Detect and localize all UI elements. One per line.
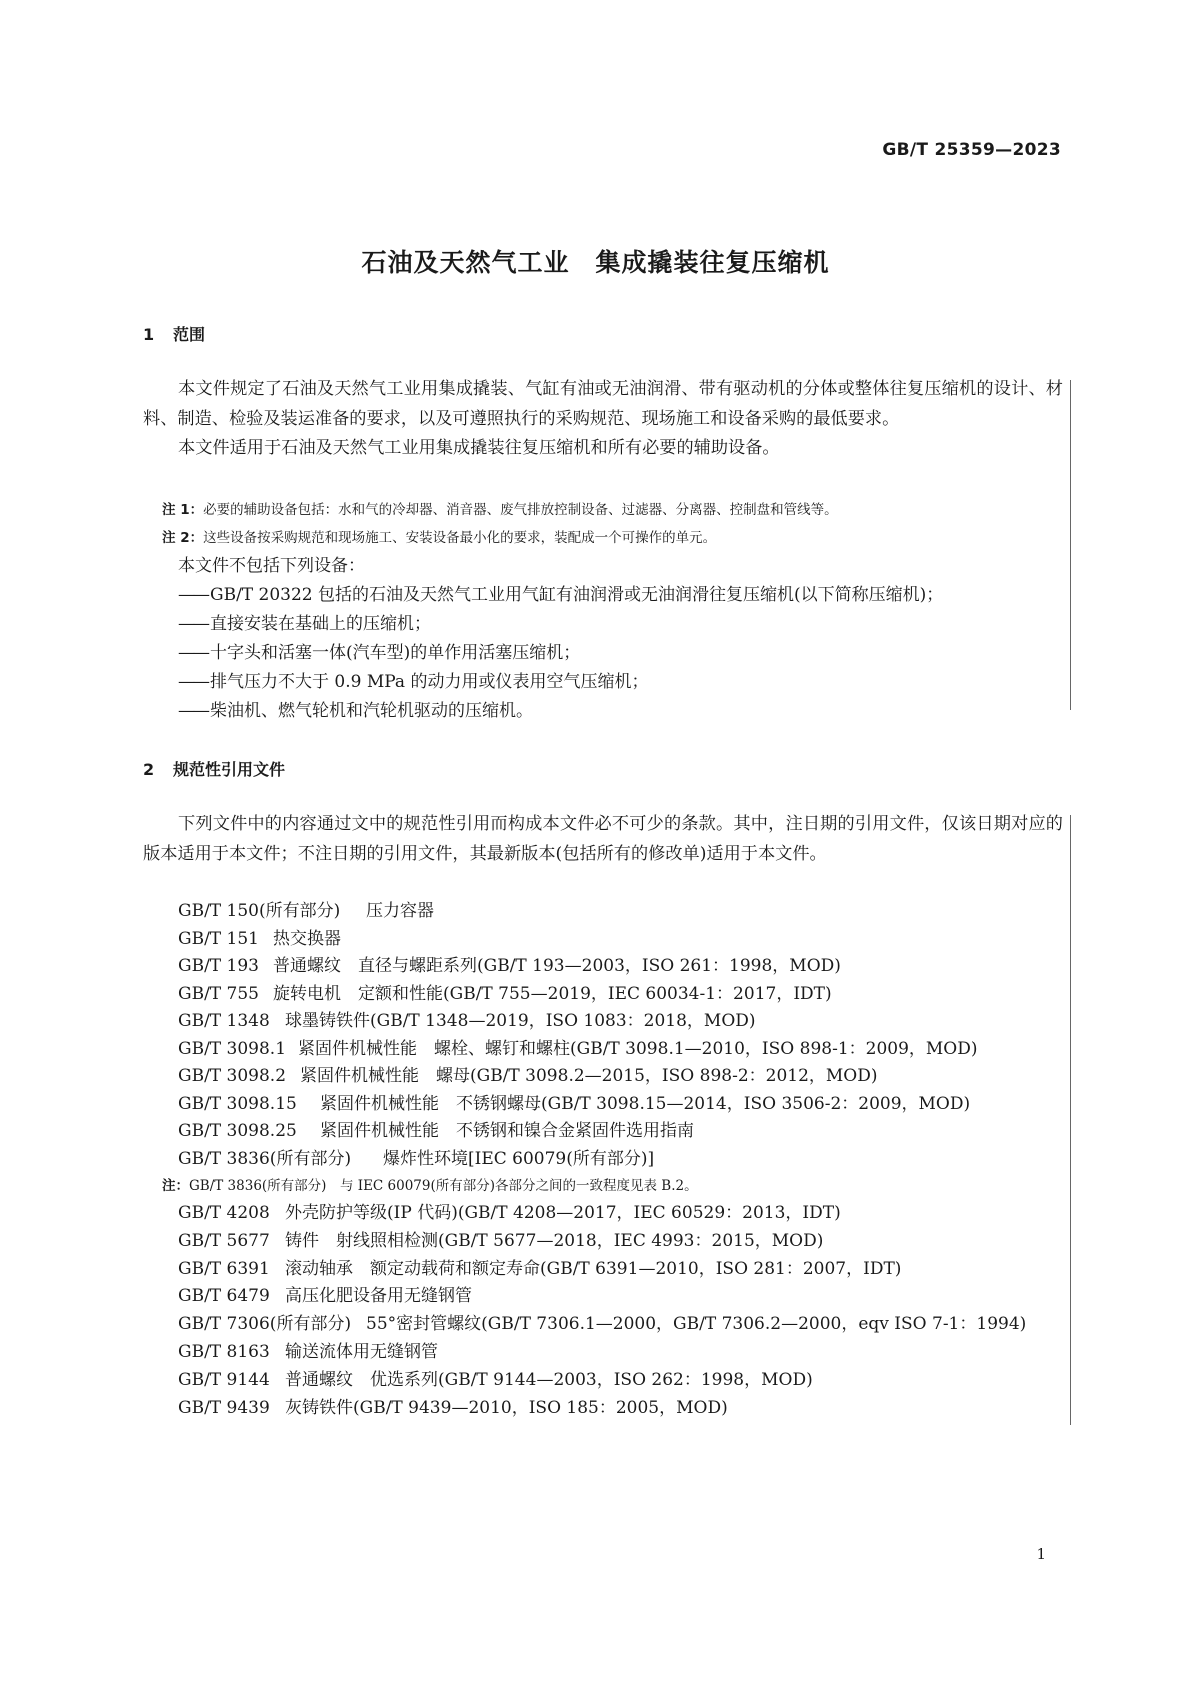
reference-title: 输送流体用无缝钢管 [285,1342,438,1362]
reference-entry [178,979,832,1004]
reference-code: GB/T 5677 [178,1230,270,1251]
reference-entry [178,1034,978,1059]
reference-entry [178,1393,728,1418]
reference-title: 普通螺纹 直径与螺距系列(GB/T 193—2003，ISO 261：1998，MOD) [273,956,841,976]
reference-title: 旋转电机 定额和性能(GB/T 755—2019，IEC 60034-1：2017，IDT) [273,983,832,1004]
document-title: 石油及天然气工业 集成撬装往复压缩机 [361,248,830,277]
section-number: 2 [143,760,155,779]
reference-title: 热交换器 [273,928,341,949]
reference-code: GB/T 6479 [178,1286,270,1307]
note-1 [162,498,1087,518]
scope-paragraph [143,375,1063,464]
reference-title: 球墨铸铁件(GB/T 1348—2019，ISO 1083：2018，MOD) [285,1011,756,1031]
reference-entry [178,1337,438,1362]
reference-title: 滚动轴承 额定动载荷和额定寿命(GB/T 6391—2010，ISO 281：2007，IDT) [285,1258,902,1279]
reference-entry [178,1254,901,1279]
reference-code: GB/T 151 [178,928,259,949]
reference-title: 紧固件机械性能 不锈钢螺母(GB/T 3098.15—2014，ISO 3506-2：2009，MOD) [320,1093,971,1114]
exclusion-intro: 本文件不包括下列设备： [178,556,365,576]
reference-code: GB/T 3098.25 [178,1121,297,1141]
reference-entry [178,951,841,976]
reference-title: 紧固件机械性能 不锈钢和镍合金紧固件选用指南 [320,1121,694,1141]
exclusion-item: —— 十字头和活塞一体(汽车型)的单作用活塞压缩机； [178,643,581,663]
reference-code: GB/T 755 [178,983,259,1004]
reference-entry [178,1089,970,1114]
reference-title: 压力容器 [366,901,434,921]
section-title: 规范性引用文件 [173,760,286,779]
reference-title: 紧固件机械性能 螺栓、螺钉和螺柱(GB/T 3098.1—2010，ISO 898-1：2009，MOD) [298,1038,978,1059]
reference-code: GB/T 1348 [178,1011,270,1031]
reference-title: 外壳防护等级(IP 代码)(GB/T 4208—2017，IEC 60529：2013，IDT) [285,1203,841,1223]
reference-code: GB/T 193 [178,956,259,976]
section-2-heading [143,757,285,780]
reference-code: GB/T 9144 [178,1369,270,1390]
reference-entry [178,1116,694,1141]
reference-entry [178,1061,878,1086]
reference-entry [178,896,434,921]
reference-code: GB/T 6391 [178,1258,270,1279]
references-intro [143,810,1063,869]
scope-text: 本文件规定了石油及天然气工业用集成撬装、气缸有油或无油润滑、带有驱动机的分体或整体往复压缩机的设计、材料、制造、检验及装运准备的要求，以及可遵照执行的采购规范、现场施工和设备采购的最低要求。 [143,379,1063,429]
exclusion-item: —— 柴油机、燃气轮机和汽轮机驱动的压缩机。 [178,701,533,721]
reference-entry [178,924,341,949]
note-label: 注 2： [162,530,204,546]
note-text: 必要的辅助设备包括：水和气的冷却器、消音器、废气排放控制设备、过滤器、分离器、控制盘和管线等。 [203,502,838,518]
scope-applicability: 本文件适用于石油及天然气工业用集成撬装往复压缩机和所有必要的辅助设备。 [178,438,780,458]
reference-title: 铸件 射线照相检测(GB/T 5677—2018，IEC 4993：2015，MOD) [285,1230,824,1251]
reference-code: GB/T 3098.2 [178,1066,287,1086]
reference-code: GB/T 3098.1 [178,1038,287,1059]
reference-title: 爆炸性环境[IEC 60079(所有部分)] [383,1148,655,1169]
section-number: 1 [143,325,155,344]
reference-code: GB/T 9439 [178,1397,270,1418]
page-number: 1 [1036,1545,1046,1563]
note-text: 这些设备按采购规范和现场施工、安装设备最小化的要求，装配成一个可操作的单元。 [203,530,717,546]
reference-entry [178,1006,756,1031]
reference-title: 55°密封管螺纹(GB/T 7306.1—2000，GB/T 7306.2—2000，eqv ISO 7-1：1994) [366,1314,1027,1335]
reference-code: GB/T 4208 [178,1203,270,1223]
change-bar [1070,815,1071,1425]
reference-code: GB/T 150(所有部分) [178,901,341,921]
reference-title: 普通螺纹 优选系列(GB/T 9144—2003，ISO 262：1998，MOD) [285,1369,813,1390]
standard-number: GB/T 25359—2023 [882,140,1061,160]
reference-title: 高压化肥设备用无缝钢管 [285,1286,472,1307]
reference-code: GB/T 8163 [178,1342,270,1362]
note-label: 注 1： [162,502,204,518]
reference-note [162,1174,1087,1194]
reference-entry [178,1226,823,1251]
reference-entry [178,1198,841,1223]
reference-title: 灰铸铁件(GB/T 9439—2010，ISO 185：2005，MOD) [285,1397,728,1418]
exclusion-item: —— 排气压力不大于 0.9 MPa 的动力用或仪表用空气压缩机； [178,672,649,692]
reference-code: GB/T 3836(所有部分) [178,1148,352,1169]
reference-entry [178,1144,654,1169]
reference-title: 紧固件机械性能 螺母(GB/T 3098.2—2015，ISO 898-2：2012，MOD) [300,1066,878,1086]
reference-entry [178,1309,1026,1334]
reference-code: GB/T 7306(所有部分) [178,1314,352,1335]
reference-entry [178,1281,472,1306]
note-text: GB/T 3836(所有部分) 与 IEC 60079(所有部分)各部分之间的一致程度见表 B.2。 [189,1178,698,1194]
section-1-heading [143,322,205,345]
note-2 [162,526,1087,546]
note-label: 注： [162,1178,189,1194]
section-title: 范围 [173,325,206,344]
exclusion-item: —— 直接安装在基础上的压缩机； [178,614,431,634]
references-intro-text: 下列文件中的内容通过文中的规范性引用而构成本文件必不可少的条款。其中，注日期的引用文件，仅该日期对应的版本适用于本文件；不注日期的引用文件，其最新版本(包括所有的修改单)适用于本文件。 [143,814,1063,864]
reference-entry [178,1365,813,1390]
exclusion-item: —— GB/T 20322 包括的石油及天然气工业用气缸有油润滑或无油润滑往复压缩机(以下简称压缩机)； [178,585,944,605]
reference-code: GB/T 3098.15 [178,1093,297,1114]
